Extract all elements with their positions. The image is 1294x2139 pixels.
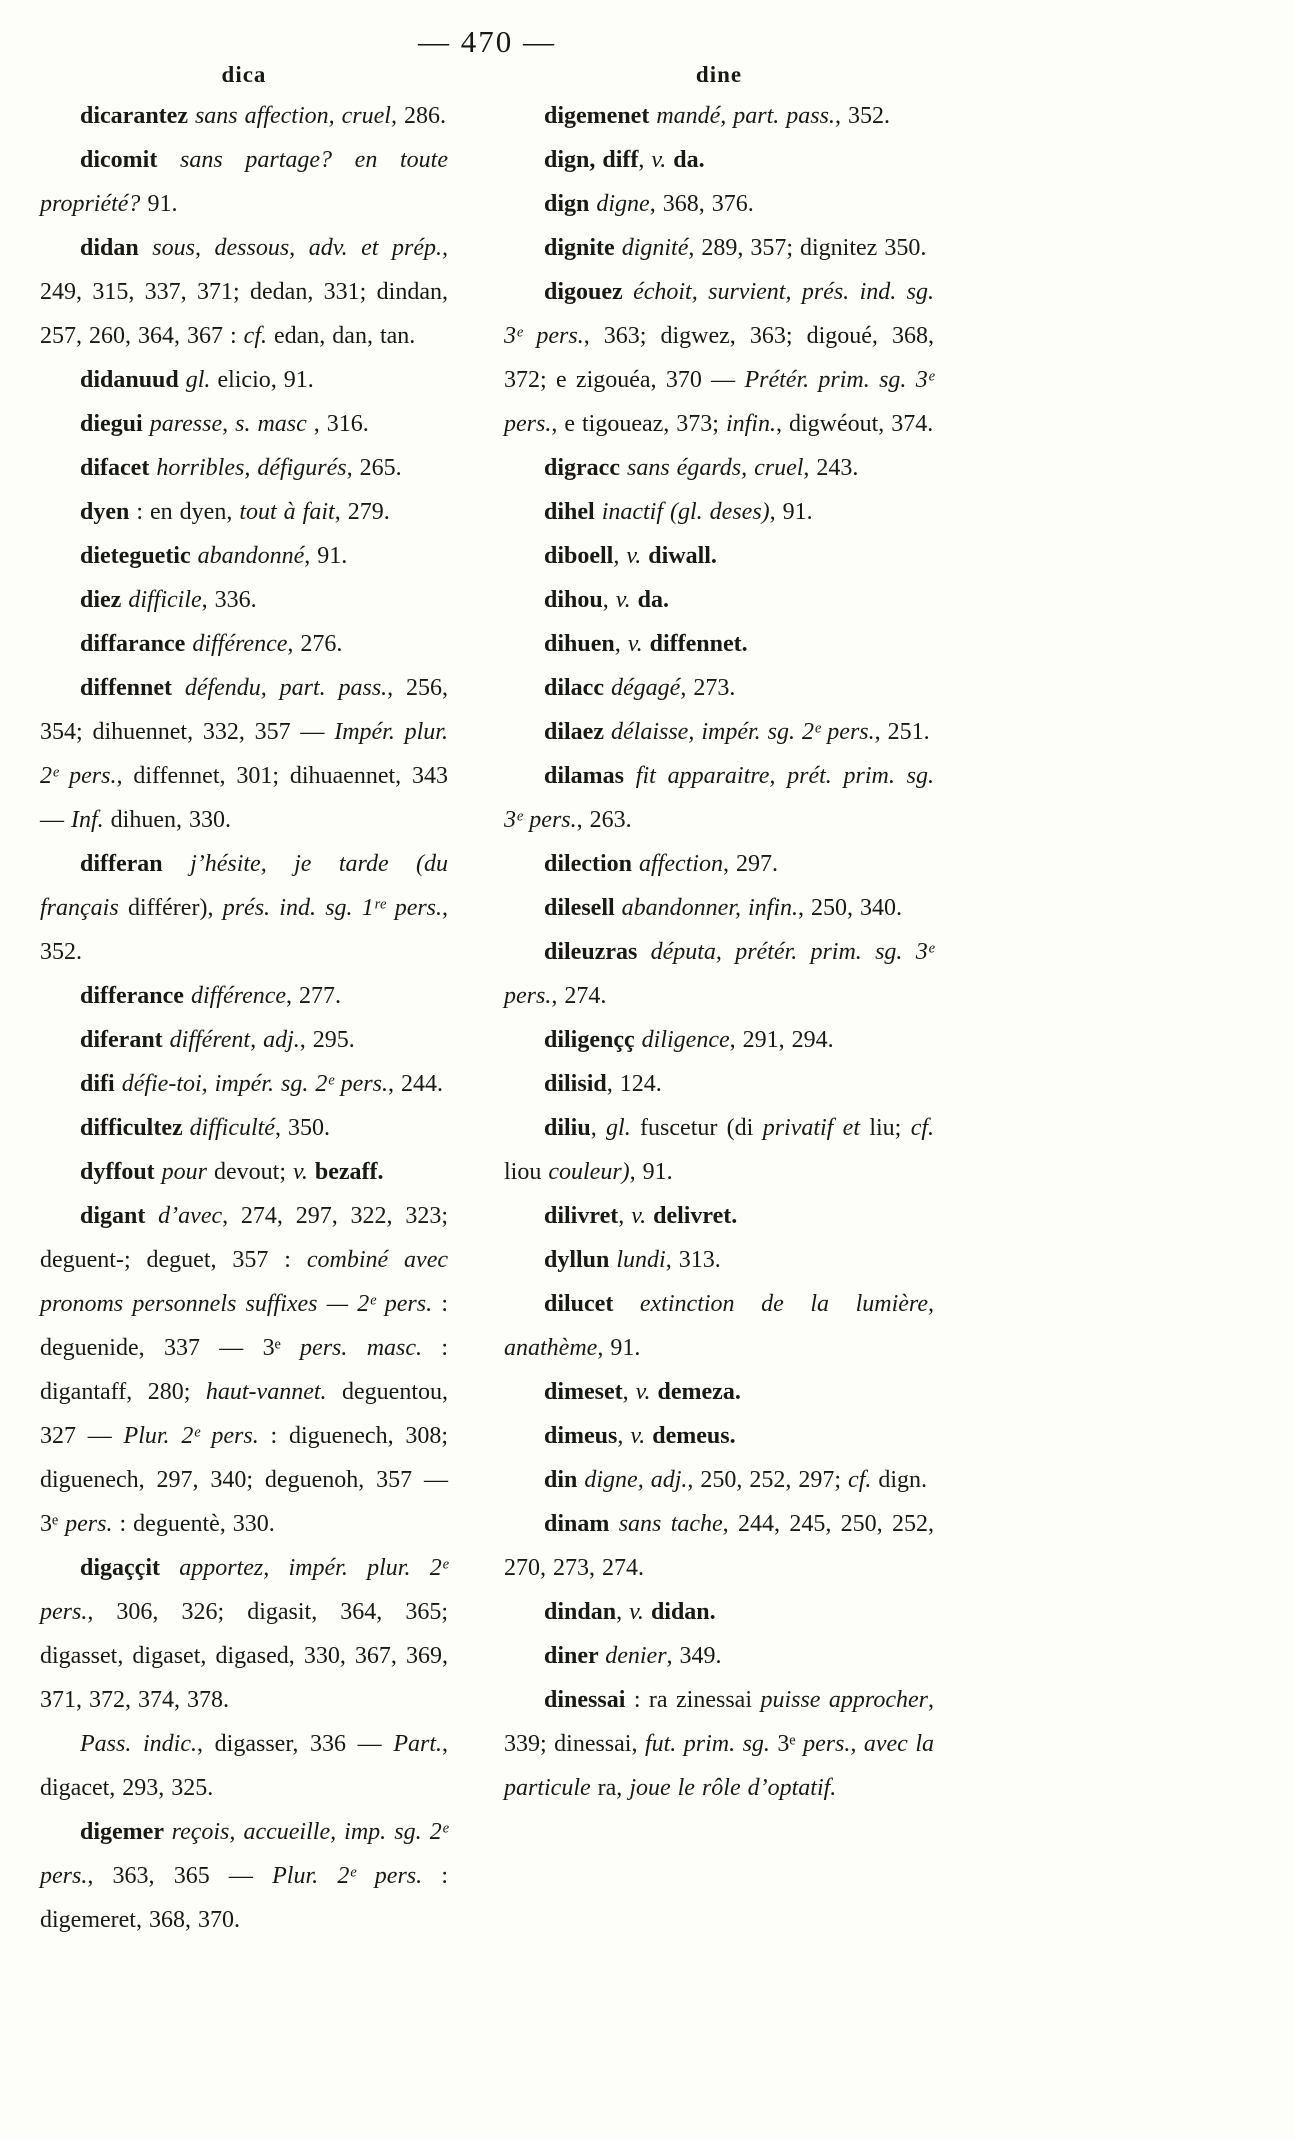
text-segment: , bbox=[638, 147, 652, 173]
dictionary-entry bbox=[504, 1590, 934, 1634]
text-segment: delivret. bbox=[653, 1203, 738, 1229]
text-segment: dihel bbox=[544, 499, 602, 525]
text-segment: , 274, 297, 322, 323; deguent-; deguet, 357 : bbox=[40, 1203, 449, 1273]
text-segment: , 297. bbox=[722, 851, 778, 877]
dictionary-entry bbox=[504, 1194, 934, 1238]
text-segment: , 339; dinessai, bbox=[504, 1687, 934, 1757]
dictionary-entry bbox=[504, 270, 934, 446]
text-segment: dilacc bbox=[544, 675, 611, 701]
text-segment: Inf. bbox=[71, 807, 104, 833]
dictionary-entry bbox=[40, 1150, 448, 1194]
text-segment: dihuen, 330. bbox=[103, 807, 231, 833]
running-heads bbox=[0, 62, 1294, 88]
text-segment: puisse approcher bbox=[760, 1687, 928, 1713]
text-segment: ra, bbox=[590, 1775, 630, 1801]
dictionary-entry bbox=[40, 402, 448, 446]
text-segment: dieteguetic bbox=[80, 543, 198, 569]
dictionary-entry bbox=[504, 226, 934, 270]
dictionary-entry bbox=[504, 1414, 934, 1458]
dictionary-entry bbox=[504, 842, 934, 886]
text-segment: : ra zinessai bbox=[625, 1687, 761, 1713]
text-segment: digracc bbox=[544, 455, 627, 481]
text-segment: v. bbox=[629, 1599, 644, 1625]
text-segment: extinction de la lumière, anathème bbox=[504, 1291, 934, 1361]
text-segment: défie-toi, impér. sg. 2ᵉ pers. bbox=[121, 1071, 388, 1097]
text-segment: digne bbox=[596, 191, 650, 217]
dictionary-entry bbox=[504, 1502, 934, 1590]
page-number: — 470 — bbox=[418, 24, 556, 59]
text-segment: diffennet. bbox=[649, 631, 748, 657]
text-segment: gl. bbox=[606, 1115, 631, 1141]
text-segment: , 243. bbox=[803, 455, 859, 481]
text-segment: da. bbox=[637, 587, 669, 613]
text-segment: digemenet bbox=[544, 103, 657, 129]
text-segment: : digemeret, 368, 370. bbox=[40, 1863, 449, 1933]
text-segment: 286. bbox=[396, 103, 446, 129]
text-segment: dign, diff bbox=[544, 147, 639, 173]
text-segment: digemer bbox=[80, 1819, 172, 1845]
text-segment: demeus. bbox=[652, 1423, 736, 1449]
text-segment: v. bbox=[626, 543, 642, 569]
text-segment: dilisid bbox=[544, 1071, 607, 1097]
text-segment: infin. bbox=[725, 411, 776, 437]
text-segment: , 277. bbox=[286, 983, 342, 1009]
text-segment: demeza. bbox=[657, 1379, 741, 1405]
text-segment: dilivret bbox=[544, 1203, 619, 1229]
text-segment: Plur. 2ᵉ pers. bbox=[123, 1423, 259, 1449]
text-segment: horribles, défigurés bbox=[156, 455, 347, 481]
text-segment: , 250, 340. bbox=[798, 895, 903, 921]
text-segment: pers. bbox=[65, 1511, 113, 1537]
text-segment: bezaff. bbox=[314, 1159, 384, 1185]
text-segment: défendu, part. pass. bbox=[184, 675, 388, 701]
text-segment: , 265. bbox=[346, 455, 402, 481]
text-segment: reçois, accueille, imp. sg. 2ᵉ pers. bbox=[40, 1819, 448, 1889]
text-segment: deguentou, 327 — bbox=[40, 1379, 448, 1449]
text-segment: lundi bbox=[616, 1247, 666, 1273]
text-segment: , 250, 252, 297; bbox=[687, 1467, 849, 1493]
text-segment: sans affection, cruel, bbox=[194, 103, 397, 129]
text-segment: 91. bbox=[140, 191, 178, 217]
text-segment: diffarance bbox=[80, 631, 193, 657]
text-segment: digaççit bbox=[80, 1555, 180, 1581]
text-segment: dihou bbox=[544, 587, 603, 613]
text-segment: diffennet bbox=[80, 675, 185, 701]
text-segment: da. bbox=[673, 147, 705, 173]
text-segment: : en dyen, bbox=[136, 499, 240, 525]
dictionary-entry bbox=[504, 710, 934, 754]
text-segment: délaisse, impér. sg. 2ᵉ pers. bbox=[611, 719, 875, 745]
text-segment: , 349. bbox=[666, 1643, 722, 1669]
text-segment: combiné avec pronoms personnels suffixes — 2ᵉ pers. bbox=[40, 1247, 448, 1317]
text-segment: Plur. 2ᵉ pers. bbox=[272, 1863, 423, 1889]
dictionary-entry bbox=[504, 1018, 934, 1062]
text-segment: v. bbox=[615, 587, 631, 613]
text-segment: diligençç bbox=[544, 1027, 642, 1053]
dictionary-entry bbox=[40, 1018, 448, 1062]
text-segment: , bbox=[590, 1115, 607, 1141]
text-segment: tout à fait bbox=[239, 499, 335, 525]
text-segment: digouez bbox=[544, 279, 634, 305]
text-segment bbox=[644, 1599, 651, 1625]
dictionary-entry bbox=[504, 182, 934, 226]
dictionary-entry bbox=[40, 666, 448, 842]
text-segment: : diguenech, 308; diguenech, 297, 340; deguenoh, 357 — 3ᵉ bbox=[40, 1423, 449, 1537]
dictionary-entry bbox=[40, 490, 448, 534]
text-segment: j’hésite, je tarde (du français bbox=[40, 851, 448, 921]
text-segment: prés. ind. sg. 1ʳᵉ pers. bbox=[222, 895, 443, 921]
text-segment: difacet bbox=[80, 455, 157, 481]
text-segment: sans tache bbox=[618, 1511, 723, 1537]
text-segment: , bbox=[614, 631, 628, 657]
dictionary-entry bbox=[40, 534, 448, 578]
text-segment: gl. bbox=[185, 367, 211, 393]
text-segment: dicarantez bbox=[80, 103, 195, 129]
text-segment: pour bbox=[161, 1159, 208, 1185]
text-segment: , 244, 245, 250, 252, 270, 273, 274. bbox=[504, 1511, 934, 1581]
text-segment: devout; bbox=[207, 1159, 294, 1185]
text-segment: denier bbox=[605, 1643, 667, 1669]
text-segment: difficile bbox=[128, 587, 202, 613]
text-segment: , bbox=[613, 543, 627, 569]
text-segment: dimeset bbox=[544, 1379, 623, 1405]
text-segment: didan. bbox=[650, 1599, 716, 1625]
dictionary-entry bbox=[40, 622, 448, 666]
text-segment: , 363, 365 — bbox=[87, 1863, 273, 1889]
text-segment: , 363; digwez, 363; digoué, 368, 372; e zigouéa, 370 — bbox=[504, 323, 935, 393]
text-segment: échoit, survient, prés. ind. sg. 3ᵉ pers. bbox=[504, 279, 934, 349]
text-segment: , 251. bbox=[874, 719, 930, 745]
text-segment: dégagé bbox=[611, 675, 681, 701]
text-segment: 249, 315, 337, 371; dedan, 331; dindan, 257, 260, 364, 367 : bbox=[40, 279, 448, 349]
text-segment: , bbox=[616, 1599, 630, 1625]
dictionary-entry bbox=[40, 1194, 448, 1546]
text-segment: , 291, 294. bbox=[729, 1027, 834, 1053]
dictionary-entry bbox=[40, 1062, 448, 1106]
dictionary-entry bbox=[40, 1546, 448, 1722]
dictionary-entry bbox=[504, 138, 934, 182]
dictionary-entry bbox=[504, 1106, 934, 1194]
text-segment: diwall. bbox=[648, 543, 717, 569]
text-segment: : digantaff, 280; bbox=[40, 1335, 449, 1405]
dictionary-entry bbox=[504, 490, 934, 534]
dictionary-entry bbox=[40, 138, 448, 226]
dictionary-entry bbox=[40, 1810, 448, 1942]
text-segment: difficulté bbox=[189, 1115, 275, 1141]
text-segment: couleur) bbox=[548, 1159, 630, 1185]
text-segment: dindan bbox=[544, 1599, 617, 1625]
text-segment: , 91. bbox=[769, 499, 813, 525]
text-segment: dilamas bbox=[544, 763, 636, 789]
dictionary-entry bbox=[504, 1282, 934, 1370]
text-segment: affection bbox=[639, 851, 723, 877]
text-segment: v. bbox=[630, 1423, 646, 1449]
text-segment: dilesell bbox=[544, 895, 622, 921]
text-segment: , 352. bbox=[834, 103, 890, 129]
text-segment bbox=[308, 1159, 315, 1185]
text-segment: , digacet, 293, 325. bbox=[40, 1731, 449, 1801]
text-segment: , 295. bbox=[299, 1027, 355, 1053]
text-segment: liu; bbox=[860, 1115, 911, 1141]
text-segment: differan bbox=[80, 851, 191, 877]
text-segment: dinessai bbox=[544, 1687, 626, 1713]
right-column bbox=[504, 94, 934, 1942]
text-segment: , 279. bbox=[334, 499, 390, 525]
text-segment: , 352. bbox=[40, 895, 449, 965]
text-segment: , 256, 354; dihuennet, 332, 357 — bbox=[40, 675, 448, 745]
text-segment: sous, dessous, adv. et prép., bbox=[152, 235, 448, 261]
text-segment: , 263. bbox=[576, 807, 632, 833]
text-segment: , 274. bbox=[551, 983, 607, 1009]
text-segment: fit apparaitre, prét. prim. sg. 3ᵉ pers. bbox=[504, 763, 935, 833]
text-segment: dign bbox=[544, 191, 597, 217]
text-segment: cf. bbox=[910, 1115, 935, 1141]
text-segment: , digwéout, 374. bbox=[775, 411, 934, 437]
text-segment: v. bbox=[627, 631, 643, 657]
text-segment: , 306, 326; digasit, 364, 365; digasset, digaset, digased, 330, 367, 369, 371, 372, 374, 378. bbox=[40, 1599, 448, 1713]
text-segment: , 91. bbox=[629, 1159, 673, 1185]
text-segment: , 91. bbox=[304, 543, 348, 569]
dictionary-entry bbox=[40, 974, 448, 1018]
dictionary-entry bbox=[504, 1062, 934, 1106]
dictionary-entry bbox=[40, 1106, 448, 1150]
text-segment: elicio, 91. bbox=[210, 367, 314, 393]
text-segment: privatif et bbox=[762, 1115, 861, 1141]
text-segment: v. bbox=[651, 147, 667, 173]
text-segment: paresse, s. masc bbox=[149, 411, 307, 437]
dictionary-entry bbox=[504, 1678, 934, 1810]
text-segment: , digasser, 336 — bbox=[197, 1731, 394, 1757]
text-segment: apportez, impér. plur. 2ᵉ pers. bbox=[40, 1555, 448, 1625]
dictionary-entry bbox=[504, 94, 934, 138]
text-segment: din bbox=[544, 1467, 585, 1493]
text-segment: diferant bbox=[80, 1027, 170, 1053]
text-segment: , 276. bbox=[287, 631, 343, 657]
text-segment: différer), bbox=[127, 895, 223, 921]
text-segment: dign. bbox=[871, 1467, 928, 1493]
text-segment: députa, prétér. prim. sg. 3ᵉ pers. bbox=[504, 939, 934, 1009]
dictionary-entry bbox=[40, 358, 448, 402]
dictionary-entry bbox=[504, 578, 934, 622]
text-segment: , 289, 357; dignitez 350. bbox=[688, 235, 927, 261]
running-head-left: dica bbox=[221, 62, 267, 87]
text-segment: joue le rôle d’optatif. bbox=[629, 1775, 837, 1801]
dictionary-entry bbox=[504, 886, 934, 930]
text-segment: dihuen bbox=[544, 631, 615, 657]
text-segment: dilucet bbox=[544, 1291, 640, 1317]
text-segment: Part. bbox=[393, 1731, 443, 1757]
text-segment: difficultez bbox=[80, 1115, 190, 1141]
text-segment: v. bbox=[635, 1379, 651, 1405]
text-segment: : deguentè, 330. bbox=[112, 1511, 275, 1537]
text-segment bbox=[631, 587, 638, 613]
text-segment: dinam bbox=[544, 1511, 619, 1537]
text-segment: d’avec bbox=[158, 1203, 223, 1229]
text-segment: dignite bbox=[544, 235, 622, 261]
text-segment: abandonné bbox=[197, 543, 305, 569]
text-segment: différence bbox=[192, 631, 288, 657]
text-segment: différence bbox=[190, 983, 287, 1009]
text-segment: v. bbox=[293, 1159, 308, 1185]
dictionary-entry bbox=[504, 930, 934, 1018]
dictionary-entry bbox=[40, 1722, 448, 1810]
text-segment: dimeus bbox=[544, 1423, 618, 1449]
text-segment: , 350. bbox=[274, 1115, 330, 1141]
text-segment: fut. prim. sg. bbox=[644, 1731, 770, 1757]
text-segment: 3ᵉ bbox=[769, 1731, 804, 1757]
text-segment: , bbox=[602, 587, 616, 613]
text-segment: , bbox=[618, 1203, 632, 1229]
left-column bbox=[40, 94, 448, 1942]
text-segment: Pass. indic. bbox=[80, 1731, 197, 1757]
text-segment: dignité bbox=[621, 235, 689, 261]
text-segment: abandonner, infin. bbox=[621, 895, 799, 921]
text-segment: mandé, part. pass. bbox=[656, 103, 835, 129]
dictionary-entry bbox=[504, 446, 934, 490]
text-segment: v. bbox=[631, 1203, 647, 1229]
text-segment: digant bbox=[80, 1203, 159, 1229]
text-segment: , 244. bbox=[387, 1071, 443, 1097]
text-segment: diliu bbox=[544, 1115, 591, 1141]
text-segment: dileuzras bbox=[544, 939, 651, 965]
dictionary-entry bbox=[40, 94, 448, 138]
text-segment: Impér. plur. 2ᵉ pers. bbox=[40, 719, 448, 789]
text-segment: , bbox=[617, 1423, 631, 1449]
text-segment: difi bbox=[80, 1071, 122, 1097]
text-segment: dyffout bbox=[80, 1159, 162, 1185]
text-segment: , 316. bbox=[306, 411, 369, 437]
dictionary-entry bbox=[504, 1458, 934, 1502]
text-segment: diner bbox=[544, 1643, 606, 1669]
text-segment: didan bbox=[80, 235, 153, 261]
text-segment: , 336. bbox=[201, 587, 257, 613]
text-segment: haut-vannet. bbox=[205, 1379, 327, 1405]
text-segment: cf. bbox=[848, 1467, 872, 1493]
text-segment: inactif (gl. deses) bbox=[601, 499, 770, 525]
text-segment: cf. bbox=[243, 323, 267, 349]
text-segment: diegui bbox=[80, 411, 150, 437]
dictionary-entry bbox=[504, 754, 934, 842]
dictionary-entry bbox=[504, 1238, 934, 1282]
text-segment: , 273. bbox=[680, 675, 736, 701]
text-columns bbox=[0, 94, 1294, 1942]
text-segment: , 368, 376. bbox=[649, 191, 754, 217]
text-segment: différent, adj. bbox=[169, 1027, 300, 1053]
text-segment: dyllun bbox=[544, 1247, 617, 1273]
text-segment: : deguenide, 337 — 3ᵉ bbox=[40, 1291, 448, 1361]
text-segment: dicomit bbox=[80, 147, 180, 173]
text-segment: pers., avec la particule bbox=[504, 1731, 934, 1801]
dictionary-entry bbox=[40, 842, 448, 974]
dictionary-entry bbox=[504, 1634, 934, 1678]
text-segment: pers. masc. bbox=[300, 1335, 423, 1361]
text-segment: , bbox=[622, 1379, 636, 1405]
text-segment: dilaez bbox=[544, 719, 611, 745]
dictionary-entry bbox=[504, 666, 934, 710]
dictionary-entry bbox=[40, 226, 448, 358]
text-segment: liou bbox=[504, 1159, 549, 1185]
text-segment: sans égards, cruel bbox=[626, 455, 804, 481]
dictionary-entry bbox=[40, 446, 448, 490]
dictionary-entry bbox=[504, 1370, 934, 1414]
text-segment: dyen bbox=[80, 499, 137, 525]
dictionary-entry bbox=[504, 622, 934, 666]
dictionary-entry bbox=[504, 534, 934, 578]
dictionary-entry bbox=[40, 578, 448, 622]
text-segment: edan, dan, tan. bbox=[267, 323, 416, 349]
text-segment bbox=[651, 1379, 658, 1405]
text-segment: , 124. bbox=[606, 1071, 662, 1097]
text-segment: diboell bbox=[544, 543, 614, 569]
text-segment: , e tigoueaz, 373; bbox=[551, 411, 726, 437]
running-head-right: dine bbox=[695, 62, 743, 87]
text-segment: differance bbox=[80, 983, 191, 1009]
text-segment: , diffennet, 301; dihuaennet, 343 — bbox=[40, 763, 448, 833]
text-segment: didanuud bbox=[80, 367, 186, 393]
text-segment: , 91. bbox=[597, 1335, 641, 1361]
text-segment: , 313. bbox=[665, 1247, 721, 1273]
text-segment bbox=[643, 631, 650, 657]
text-segment: diez bbox=[80, 587, 129, 613]
text-segment: dilection bbox=[544, 851, 639, 877]
text-segment: diligence bbox=[641, 1027, 730, 1053]
text-segment: sans partage? en toute propriété? bbox=[40, 147, 448, 217]
text-segment: Prétér. prim. sg. 3ᵉ pers. bbox=[504, 367, 935, 437]
text-segment: fuscetur (di bbox=[630, 1115, 763, 1141]
text-segment: digne, adj. bbox=[584, 1467, 688, 1493]
